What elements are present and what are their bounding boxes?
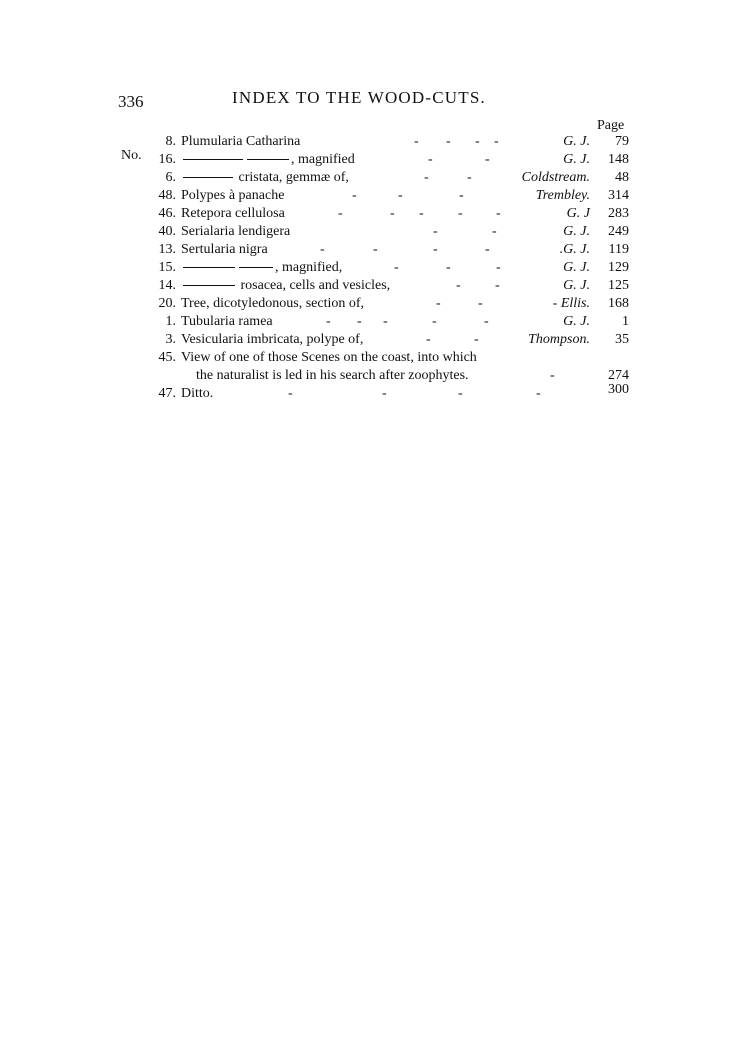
entry-page: 300: [608, 382, 629, 397]
entry-page: 119: [608, 242, 629, 257]
page-title: INDEX TO THE WOOD-CUTS.: [232, 88, 486, 107]
leader-dashes: - -: [424, 170, 472, 185]
leader-dashes: - -: [456, 278, 500, 293]
entry-number: 3.: [165, 332, 176, 347]
entry-number: 1.: [165, 314, 176, 329]
entry-number: 6.: [165, 170, 176, 185]
index-entry: [0, 134, 750, 152]
entry-source: G. J.: [563, 134, 590, 149]
index-entry: [0, 170, 750, 188]
entry-page: 314: [608, 188, 629, 203]
entry-source: Thompson.: [528, 332, 590, 347]
leader-dashes: - - - - -: [326, 314, 489, 329]
entry-title: View of one of those Scenes on the coast, into which: [181, 350, 477, 365]
entry-title: Tubularia ramea: [181, 314, 273, 329]
entry-number: 13.: [158, 242, 176, 257]
entry-page: 249: [608, 224, 629, 239]
entry-title-continuation: the naturalist is led in his search after zoophytes.: [196, 368, 469, 383]
entry-title: Retepora cellulosa: [181, 206, 285, 221]
index-entry: [0, 242, 750, 260]
entry-page: 35: [615, 332, 629, 347]
entry-title-text: , magnified: [291, 152, 355, 167]
index-entry: [0, 332, 750, 350]
entry-number: 46.: [158, 206, 176, 221]
entry-page: 48: [615, 170, 629, 185]
entry-page: 79: [615, 134, 629, 149]
entry-source: G. J.: [563, 224, 590, 239]
entry-number: 48.: [158, 188, 176, 203]
entry-number: 16.: [158, 152, 176, 167]
leader-dashes: - -: [433, 224, 497, 239]
entry-page: 1: [622, 314, 629, 329]
entry-number: 8.: [165, 134, 176, 149]
number-prefix: No.: [121, 148, 142, 163]
entry-page: 125: [608, 278, 629, 293]
page-number: 336: [118, 92, 144, 111]
index-entry: [0, 278, 750, 296]
entry-title: Polypes à panache: [181, 188, 285, 203]
entry-page: 148: [608, 152, 629, 167]
entry-source: G. J: [566, 206, 590, 221]
entry-title: Vesicularia imbricata, polype of,: [181, 332, 364, 347]
entry-title-text: , magnified,: [275, 260, 343, 275]
leader-dashes: - - -: [352, 188, 464, 203]
entry-number: 47.: [158, 386, 176, 401]
entry-number: 45.: [158, 350, 176, 365]
entry-title-text: rosacea, cells and vesicles,: [240, 278, 391, 293]
entry-source: G. J.: [563, 314, 590, 329]
entry-source: G. J.: [563, 152, 590, 167]
entry-title: Sertularia nigra: [181, 242, 268, 257]
entry-page: 129: [608, 260, 629, 275]
page-column-header: Page: [597, 118, 625, 133]
entry-page: 168: [608, 296, 629, 311]
entry-title-text: cristata, gemmæ of,: [238, 170, 349, 185]
index-entry: [0, 206, 750, 224]
index-entry: [0, 188, 750, 206]
entry-number: 14.: [158, 278, 176, 293]
index-entry: [0, 296, 750, 314]
entry-source: Trembley.: [535, 188, 590, 203]
entry-source: .G. J.: [559, 242, 590, 257]
entry-title: Plumularia Catharina: [181, 134, 301, 149]
entry-source: - Ellis.: [552, 296, 590, 311]
entry-number: 40.: [158, 224, 176, 239]
leader-dashes: - - - -: [288, 386, 541, 401]
index-entry: [0, 314, 750, 332]
index-list: [0, 134, 750, 404]
entry-number: 15.: [158, 260, 176, 275]
leader-dashes: - - - - -: [338, 206, 501, 221]
leader-dashes: - -: [436, 296, 483, 311]
leader-dashes: - - -: [394, 260, 501, 275]
entry-page: 283: [608, 206, 629, 221]
entry-source: Coldstream.: [521, 170, 590, 185]
index-entry: [0, 382, 750, 404]
entry-number: 20.: [158, 296, 176, 311]
index-entry: [0, 152, 750, 170]
entry-source: G. J.: [563, 278, 590, 293]
entry-source: G. J.: [563, 260, 590, 275]
entry-title: Ditto.: [181, 386, 214, 401]
entry-title: Tree, dicotyledonous, section of,: [181, 296, 365, 311]
leader-dashes: -: [550, 368, 555, 383]
index-entry: [0, 350, 750, 386]
leader-dashes: - - - -: [320, 242, 490, 257]
entry-title: Serialaria lendigera: [181, 224, 291, 239]
index-entry: [0, 260, 750, 278]
leader-dashes: - - - -: [414, 134, 499, 149]
entry-page: 274: [608, 368, 629, 383]
leader-dashes: - -: [428, 152, 490, 167]
leader-dashes: - -: [426, 332, 479, 347]
index-entry: [0, 224, 750, 242]
